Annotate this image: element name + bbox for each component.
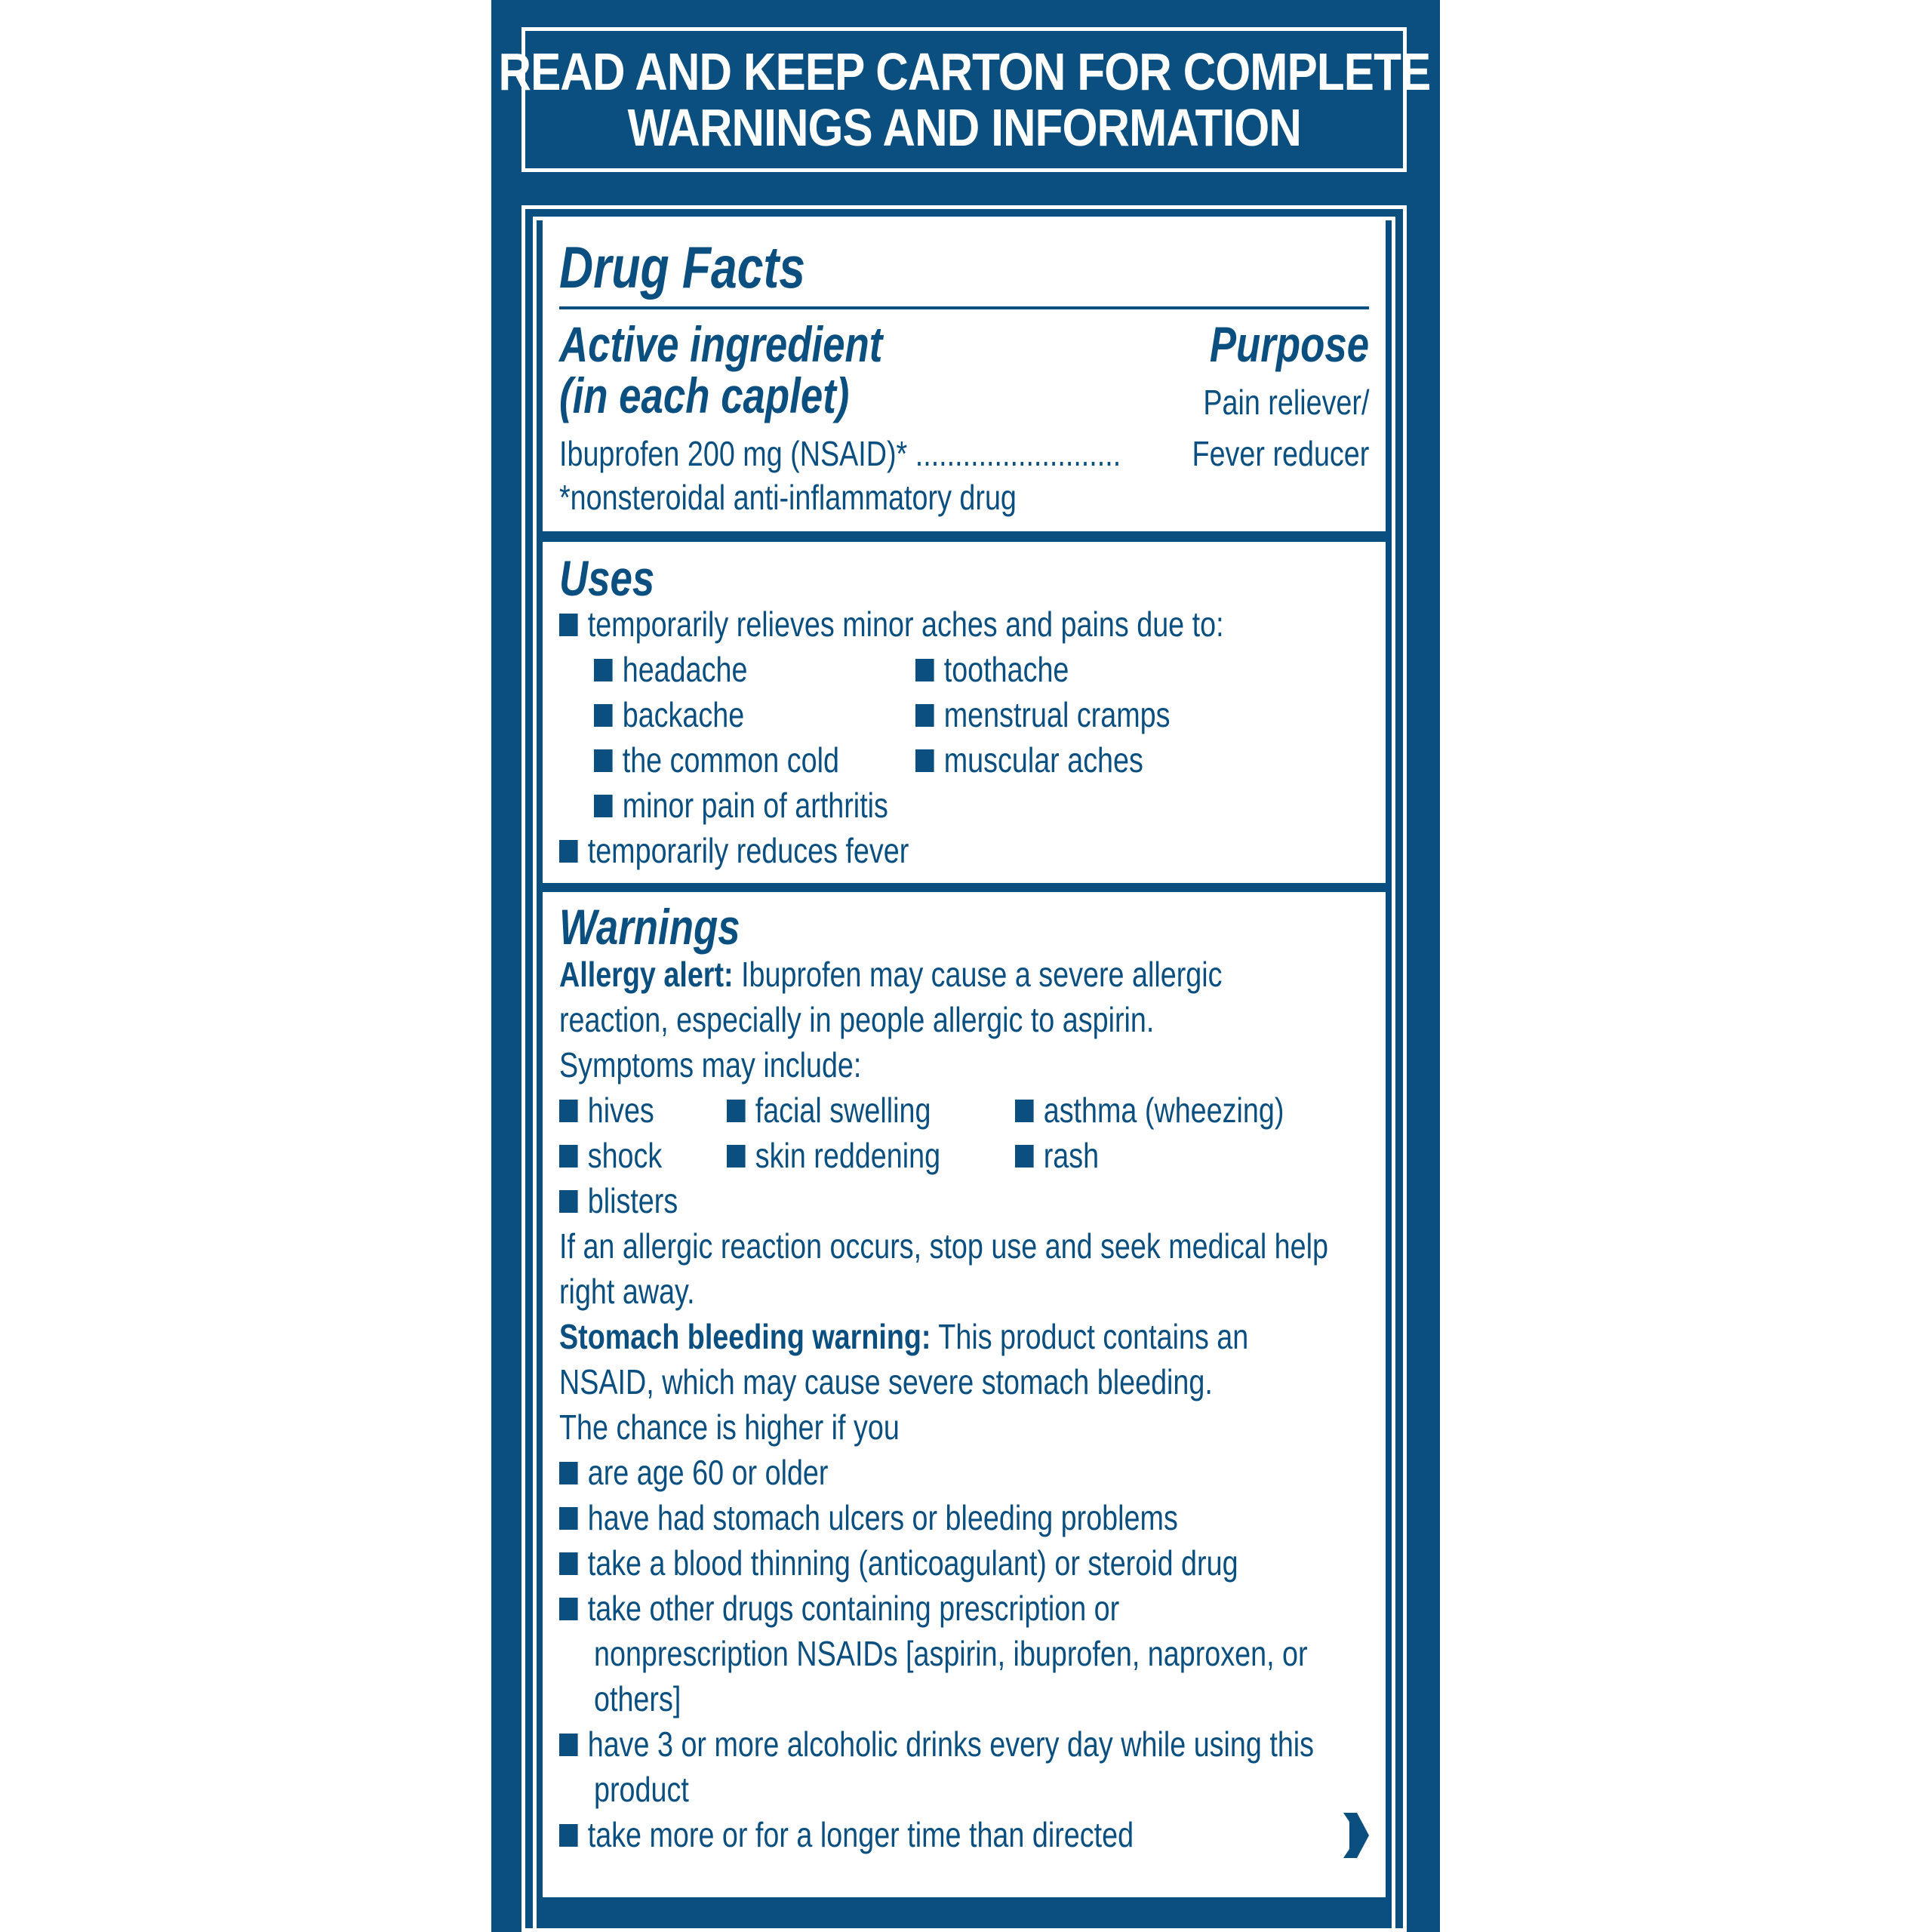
stomach-warning-line-2: NSAID, which may cause severe stomach bleeding.	[559, 1362, 1213, 1401]
square-bullet-icon	[559, 1507, 578, 1530]
symptom-asthma: asthma (wheezing)	[1015, 1091, 1343, 1129]
use-sub-arthritis: minor pain of arthritis	[594, 786, 953, 824]
label-panel	[491, 0, 1440, 1932]
symptom-blisters: blisters	[559, 1182, 704, 1220]
square-bullet-icon	[559, 1100, 578, 1122]
uses-heading: Uses	[559, 550, 655, 606]
use-item-2: temporarily reduces fever	[559, 832, 986, 869]
active-ingredient-section	[543, 220, 1386, 531]
continue-arrow-icon	[1343, 1813, 1369, 1858]
square-bullet-icon	[559, 1824, 578, 1847]
risk-item-other-nsaids: take other drugs containing prescription or	[559, 1589, 1242, 1627]
square-bullet-icon	[559, 614, 578, 636]
risk-item-blood-thinner: take a blood thinning (anticoagulant) or steroid drug	[559, 1544, 1387, 1582]
square-bullet-icon	[594, 704, 613, 727]
ingredient-text: Ibuprofen 200 mg (NSAID)*	[559, 434, 915, 473]
square-bullet-icon	[559, 1462, 578, 1484]
active-ingredient-heading: Active ingredient	[559, 316, 883, 372]
carton-notice-box	[498, 27, 1430, 172]
chance-intro: The chance is higher if you	[559, 1407, 900, 1447]
square-bullet-icon	[915, 659, 934, 681]
carton-notice-line-2: WARNINGS AND INFORMATION	[627, 98, 1301, 157]
risk-item-alcohol: have 3 or more alcoholic drinks every day while using this	[559, 1725, 1480, 1763]
warnings-section	[543, 892, 1386, 1897]
symptom-shock: shock	[559, 1137, 685, 1174]
title-rule	[559, 306, 1369, 309]
square-bullet-icon	[915, 704, 934, 727]
use-item-1: temporarily relieves minor aches and pains due to:	[559, 605, 1370, 643]
square-bullet-icon	[559, 840, 578, 863]
use-sub-headache: headache	[594, 651, 781, 688]
risk-item-other-nsaids-cont: nonprescription NSAIDs [aspirin, ibuprofen, naproxen, or	[594, 1634, 1308, 1673]
square-bullet-icon	[594, 659, 613, 681]
square-bullet-icon	[559, 1552, 578, 1575]
stomach-warning-line-1: Stomach bleeding warning: This product contains an	[559, 1317, 1249, 1356]
use-sub-toothache: toothache	[915, 651, 1103, 688]
use-sub-common-cold: the common cold	[594, 741, 893, 779]
warnings-heading: Warnings	[559, 899, 740, 955]
square-bullet-icon	[1015, 1145, 1034, 1168]
square-bullet-icon	[559, 1734, 578, 1756]
risk-item-alcohol-cont: product	[594, 1770, 689, 1809]
allergy-alert-label: Allergy alert:	[559, 955, 734, 994]
carton-notice-line-1: READ AND KEEP CARTON FOR COMPLETE	[498, 42, 1430, 101]
symptom-facial-swelling: facial swelling	[727, 1091, 976, 1129]
square-bullet-icon	[559, 1598, 578, 1620]
uses-section	[543, 542, 1386, 883]
square-bullet-icon	[727, 1145, 746, 1168]
purpose-line-1: Pain reliever/	[1202, 383, 1369, 422]
nsaid-footnote: *nonsteroidal anti-inflammatory drug	[559, 478, 1017, 517]
stomach-warning-label: Stomach bleeding warning:	[559, 1317, 931, 1356]
square-bullet-icon	[727, 1100, 746, 1122]
symptom-hives: hives	[559, 1091, 675, 1129]
use-sub-backache: backache	[594, 696, 777, 734]
use-sub-menstrual-cramps: menstrual cramps	[915, 696, 1226, 734]
allergy-alert-line-2: reaction, especially in people allergic to aspirin.	[559, 1000, 1155, 1039]
purpose-heading: Purpose	[1209, 316, 1369, 372]
symptom-rash: rash	[1015, 1137, 1117, 1174]
square-bullet-icon	[1015, 1100, 1034, 1122]
risk-item-longer-use: take more or for a longer time than directed	[559, 1816, 1260, 1854]
symptom-skin-reddening: skin reddening	[727, 1137, 987, 1174]
square-bullet-icon	[594, 795, 613, 817]
square-bullet-icon	[915, 749, 934, 772]
drug-facts-inner-frame	[533, 217, 1395, 1928]
risk-item-age: are age 60 or older	[559, 1454, 888, 1491]
drug-facts-title: Drug Facts	[559, 234, 805, 300]
square-bullet-icon	[559, 1145, 578, 1168]
symptoms-intro: Symptoms may include:	[559, 1045, 862, 1084]
square-bullet-icon	[594, 749, 613, 772]
drug-facts-frame	[521, 205, 1407, 1932]
allergy-alert-line-1: Allergy alert: Ibuprofen may cause a severe allergic	[559, 955, 1223, 994]
allergy-action-line-1: If an allergic reaction occurs, stop use and seek medical help	[559, 1226, 1329, 1266]
risk-item-other-nsaids-end: others]	[594, 1679, 681, 1718]
allergy-action-line-2: right away.	[559, 1272, 695, 1311]
leader-dots: ..........................	[915, 434, 1121, 473]
purpose-line-2: Fever reducer	[1192, 434, 1369, 473]
square-bullet-icon	[559, 1190, 578, 1213]
active-ingredient-subheading: (in each caplet)	[559, 368, 850, 423]
use-sub-muscular-aches: muscular aches	[915, 741, 1193, 779]
risk-item-ulcers: have had stomach ulcers or bleeding problems	[559, 1499, 1314, 1537]
